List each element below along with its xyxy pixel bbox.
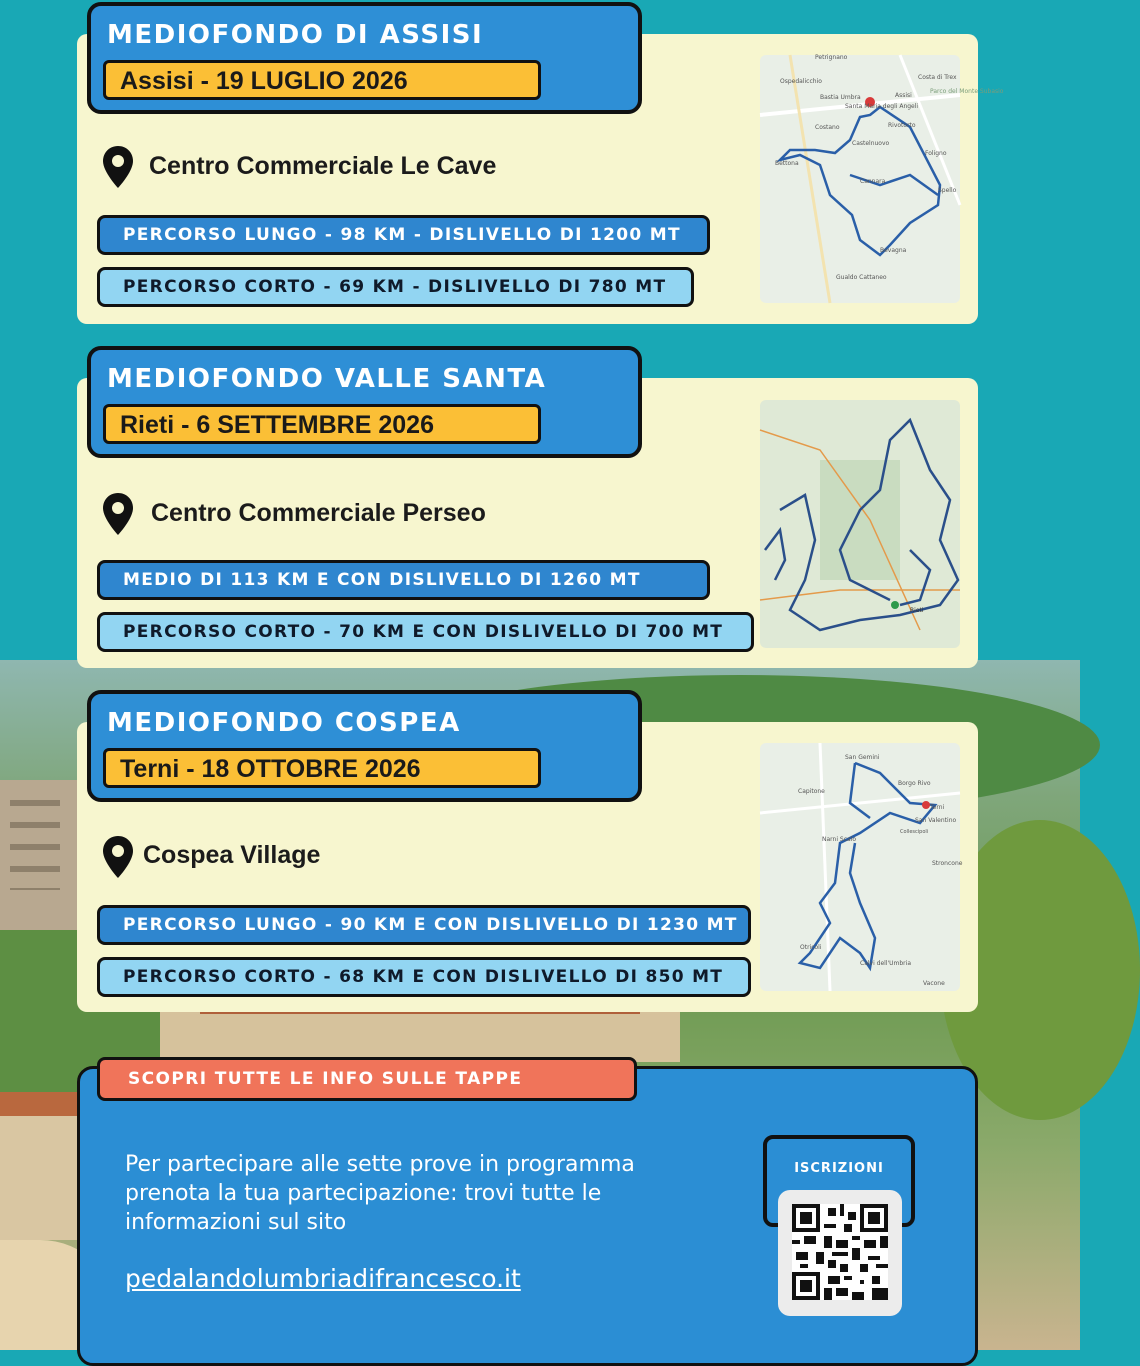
event-title-box xyxy=(87,2,642,114)
event-date: Terni - 18 OTTOBRE 2026 xyxy=(120,755,421,783)
map-pin-icon xyxy=(102,835,134,879)
map-label: Costa di Trex xyxy=(918,74,957,81)
map-label: Terni xyxy=(930,804,945,811)
map-pin-icon xyxy=(102,492,134,536)
event-date-pill xyxy=(103,748,541,788)
map-label: Capitone xyxy=(798,788,825,795)
route-map xyxy=(760,400,960,648)
route-short: PERCORSO CORTO - 69 KM - DISLIVELLO DI 780 MT xyxy=(97,267,694,307)
map-label: Stroncone xyxy=(932,860,963,867)
route-short: PERCORSO CORTO - 70 KM E CON DISLIVELLO DI 700 MT xyxy=(97,612,754,652)
map-label: Collescipoli xyxy=(900,829,929,835)
background-houses xyxy=(160,1010,680,1062)
route-map xyxy=(760,743,963,991)
route-long: PERCORSO LUNGO - 90 KM E CON DISLIVELLO DI 1230 MT xyxy=(97,905,751,945)
route-long: PERCORSO LUNGO - 98 KM - DISLIVELLO DI 1200 MT xyxy=(97,215,710,255)
event-venue: Centro Commerciale Le Cave xyxy=(149,152,497,180)
map-label: Vacone xyxy=(923,980,945,987)
event-date-pill xyxy=(103,404,541,444)
map-pin-icon xyxy=(102,145,134,189)
map-label: Petrignano xyxy=(815,54,848,61)
info-tab[interactable]: SCOPRI TUTTE LE INFO SULLE TAPPE xyxy=(97,1057,637,1101)
map-label: Costano xyxy=(815,124,840,131)
route-short: PERCORSO CORTO - 68 KM E CON DISLIVELLO DI 850 MT xyxy=(97,957,751,997)
event-title-box xyxy=(87,346,642,458)
map-label: San Gemini xyxy=(845,754,880,761)
map-label: Ospedalicchio xyxy=(780,78,822,85)
event-title: MEDIOFONDO COSPEA xyxy=(107,708,461,738)
map-label: Gualdo Cattaneo xyxy=(836,274,887,281)
info-text: Per partecipare alle sette prove in programma prenota la tua partecipazione: trovi tutte le informazioni sul sito xyxy=(125,1152,635,1235)
registration-label: ISCRIZIONI xyxy=(794,1161,884,1176)
website-link[interactable]: pedalandolumbriadifrancesco.it xyxy=(125,1264,521,1293)
event-title-box xyxy=(87,690,642,802)
qr-code[interactable] xyxy=(778,1190,902,1316)
map-label: Bastia Umbra xyxy=(820,94,861,101)
map-label: Castelnuovo xyxy=(852,140,890,147)
event-title: MEDIOFONDO VALLE SANTA xyxy=(107,364,547,394)
map-label: Rivotorto xyxy=(888,122,916,129)
background-house xyxy=(0,1110,80,1240)
route-map xyxy=(760,54,1004,303)
map-label: Borgo Rivo xyxy=(898,780,931,787)
qr-code-icon xyxy=(792,1204,888,1300)
map-label: Rieti xyxy=(910,607,924,614)
map-label: Spello xyxy=(938,187,957,194)
event-date-pill xyxy=(103,60,541,100)
map-label: Parco del Monte Subasio xyxy=(930,88,1004,95)
map-label: Cannara xyxy=(860,178,886,185)
map-label: Santa Maria degli Angeli xyxy=(845,103,919,110)
map-label: Bevagna xyxy=(880,247,907,254)
background-town xyxy=(0,780,80,930)
map-label: Bettona xyxy=(775,160,799,167)
event-venue: Cospea Village xyxy=(143,841,321,869)
event-title: MEDIOFONDO DI ASSISI xyxy=(107,20,484,50)
map-label: San Valentino xyxy=(915,817,957,824)
map-label: Assisi xyxy=(895,92,912,99)
route-medium: MEDIO DI 113 KM E CON DISLIVELLO DI 1260 MT xyxy=(97,560,710,600)
map-label: Otricoli xyxy=(800,944,822,951)
map-label: Foligno xyxy=(925,150,947,157)
map-label: Narni Scalo xyxy=(822,836,857,843)
event-venue: Centro Commerciale Perseo xyxy=(151,499,486,527)
event-date: Assisi - 19 LUGLIO 2026 xyxy=(120,67,408,95)
map-label: Calvi dell'Umbria xyxy=(860,960,911,967)
event-date: Rieti - 6 SETTEMBRE 2026 xyxy=(120,411,434,439)
